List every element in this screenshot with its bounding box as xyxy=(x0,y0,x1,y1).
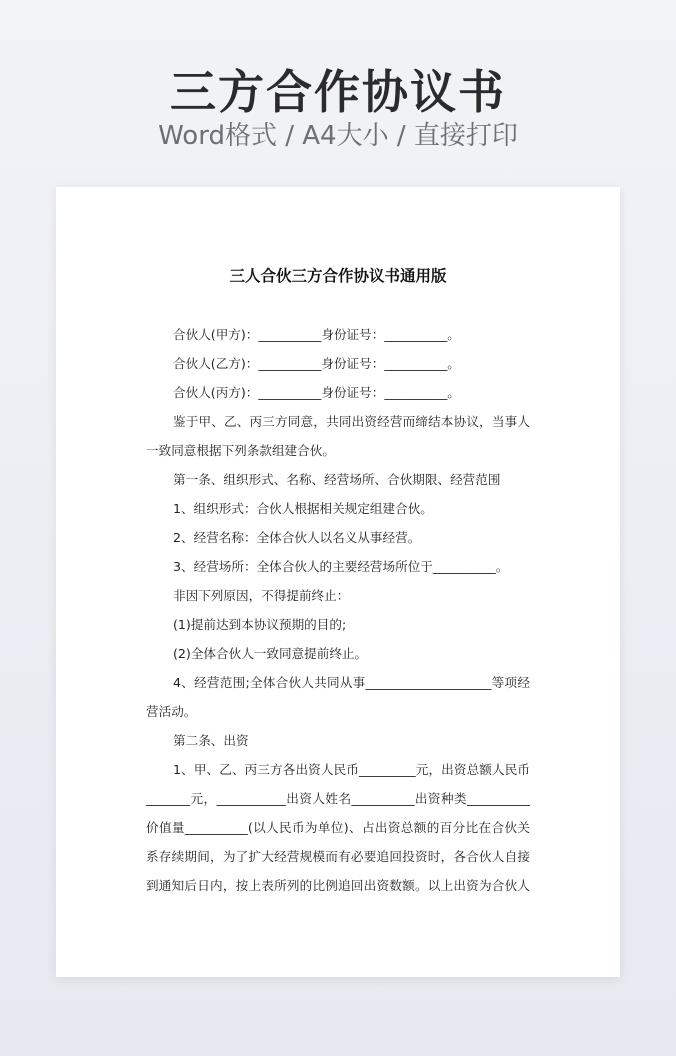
party-b-line: 合伙人(乙方)：__________身份证号：__________。 xyxy=(173,356,460,371)
party-c-line: 合伙人(丙方)：__________身份证号：__________。 xyxy=(173,385,460,400)
preamble-line-1: 鉴于甲、乙、丙三方同意，共同出资经营而缔结本协议，当事人 xyxy=(173,414,530,429)
clause-name: 2、经营名称：全体合伙人以名义从事经营。 xyxy=(173,530,421,545)
preamble-line-2: 一致同意根据下列条款组建合伙。 xyxy=(146,443,335,458)
capital-line-3: 价值量__________(以人民币为单位)、占出资总额的百分比在合伙关 xyxy=(146,820,530,835)
clause-scope-line-1: 4、经营范围;全体合伙人共同从事____________________等项经 xyxy=(173,675,530,690)
page-subtitle: Word格式 / A4大小 / 直接打印 xyxy=(158,121,518,151)
article-1-heading: 第一条、组织形式、名称、经营场所、合伙期限、经营范围 xyxy=(173,472,501,487)
clause-organization: 1、组织形式：合伙人根据相关规定组建合伙。 xyxy=(173,501,433,516)
capital-line-4: 系存续期间，为了扩大经营规模而有必要追回投资时，各合伙人自接 xyxy=(146,849,530,864)
party-a-line: 合伙人(甲方)：__________身份证号：__________。 xyxy=(173,327,460,342)
termination-reason-1: (1)提前达到本协议预期的目的; xyxy=(173,617,347,632)
capital-line-1: 1、甲、乙、丙三方各出资人民币_________元，出资总额人民币 xyxy=(173,762,530,777)
capital-line-2: _______元，___________出资人姓名__________出资种类__________ xyxy=(146,791,530,806)
article-2-heading: 第二条、出资 xyxy=(173,733,249,748)
page-title: 三方合作协议书 xyxy=(170,65,506,119)
document-title: 三人合伙三方合作协议书通用版 xyxy=(229,267,447,285)
document-body xyxy=(146,320,530,900)
clause-location: 3、经营场所：全体合伙人的主要经营场所位于__________。 xyxy=(173,559,509,574)
document-page xyxy=(56,187,620,977)
termination-reason-2: (2)全体合伙人一致同意提前终止。 xyxy=(173,646,368,661)
clause-scope-line-2: 营活动。 xyxy=(146,704,197,719)
termination-intro: 非因下列原因，不得提前终止： xyxy=(173,588,350,603)
capital-line-5: 到通知后日内，按上表所列的比例追回出资数额。以上出资为合伙人 xyxy=(146,878,530,893)
